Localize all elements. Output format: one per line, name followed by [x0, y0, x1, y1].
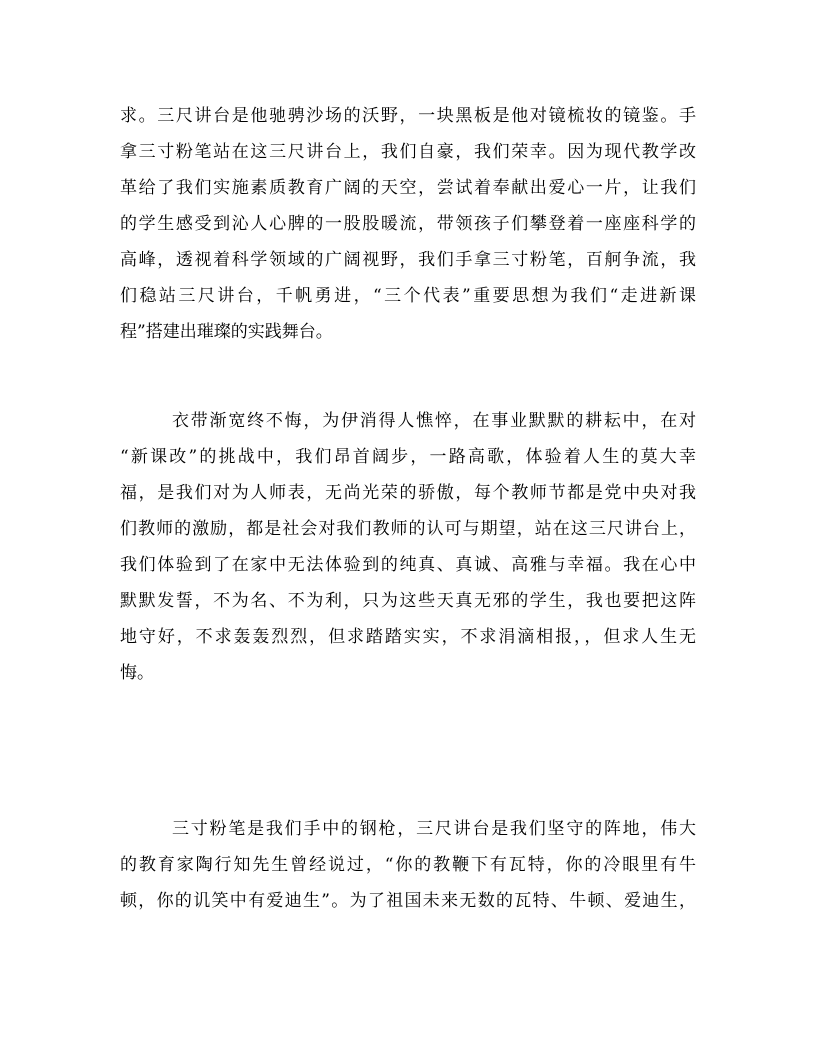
- paragraph-2: [120, 403, 696, 691]
- text-line: 的教育家陶行知先生曾经说过，“你的教鞭下有瓦特，你的冷眼里有牛: [120, 855, 696, 875]
- text-line: 们稳站三尺讲台，千帆勇进，“三个代表”重要思想为我们“走进新课: [120, 286, 696, 306]
- text-line: 顿，你的讥笑中有爱迪生”。为了祖国未来无数的瓦特、牛顿、爱迪生，: [120, 891, 696, 911]
- text-line: 拿三寸粉笔站在这三尺讲台上，我们自豪，我们荣幸。因为现代教学改: [120, 142, 696, 162]
- text-line: 我们体验到了在家中无法体验到的纯真、真诚、高雅与幸福。我在心中: [120, 555, 696, 575]
- paragraph-3: [120, 811, 696, 919]
- text-line: 衣带渐宽终不悔，为伊消得人憔悴，在事业默默的耕耘中，在对: [172, 411, 696, 431]
- text-line: 革给了我们实施素质教育广阔的天空，尝试着奉献出爱心一片，让我们: [120, 178, 696, 198]
- text-line: “新课改”的挑战中，我们昂首阔步，一路高歌，体验着人生的莫大幸: [120, 447, 696, 467]
- text-line: 地守好，不求轰轰烈烈，但求踏踏实实，不求涓滴相报，，但求人生无: [120, 627, 696, 647]
- text-line: 程”搭建出璀璨的实践舞台。: [120, 322, 333, 342]
- text-line: 三寸粉笔是我们手中的钢枪，三尺讲台是我们坚守的阵地，伟大: [172, 819, 696, 839]
- text-line: 的学生感受到沁人心脾的一股股暖流，带领孩子们攀登着一座座科学的: [120, 214, 696, 234]
- text-line: 悔。: [120, 663, 154, 683]
- text-line: 求。三尺讲台是他驰骋沙场的沃野，一块黑板是他对镜梳妆的镜鉴。手: [120, 106, 696, 126]
- text-line: 高峰，透视着科学领域的广阔视野，我们手拿三寸粉笔，百舸争流，我: [120, 250, 696, 270]
- text-line: 们教师的激励，都是社会对我们教师的认可与期望，站在这三尺讲台上，: [120, 519, 696, 539]
- text-line: 福，是我们对为人师表，无尚光荣的骄傲，每个教师节都是党中央对我: [120, 483, 696, 503]
- text-line: 默默发誓，不为名、不为利，只为这些天真无邪的学生，我也要把这阵: [120, 591, 696, 611]
- paragraph-1: [120, 98, 696, 350]
